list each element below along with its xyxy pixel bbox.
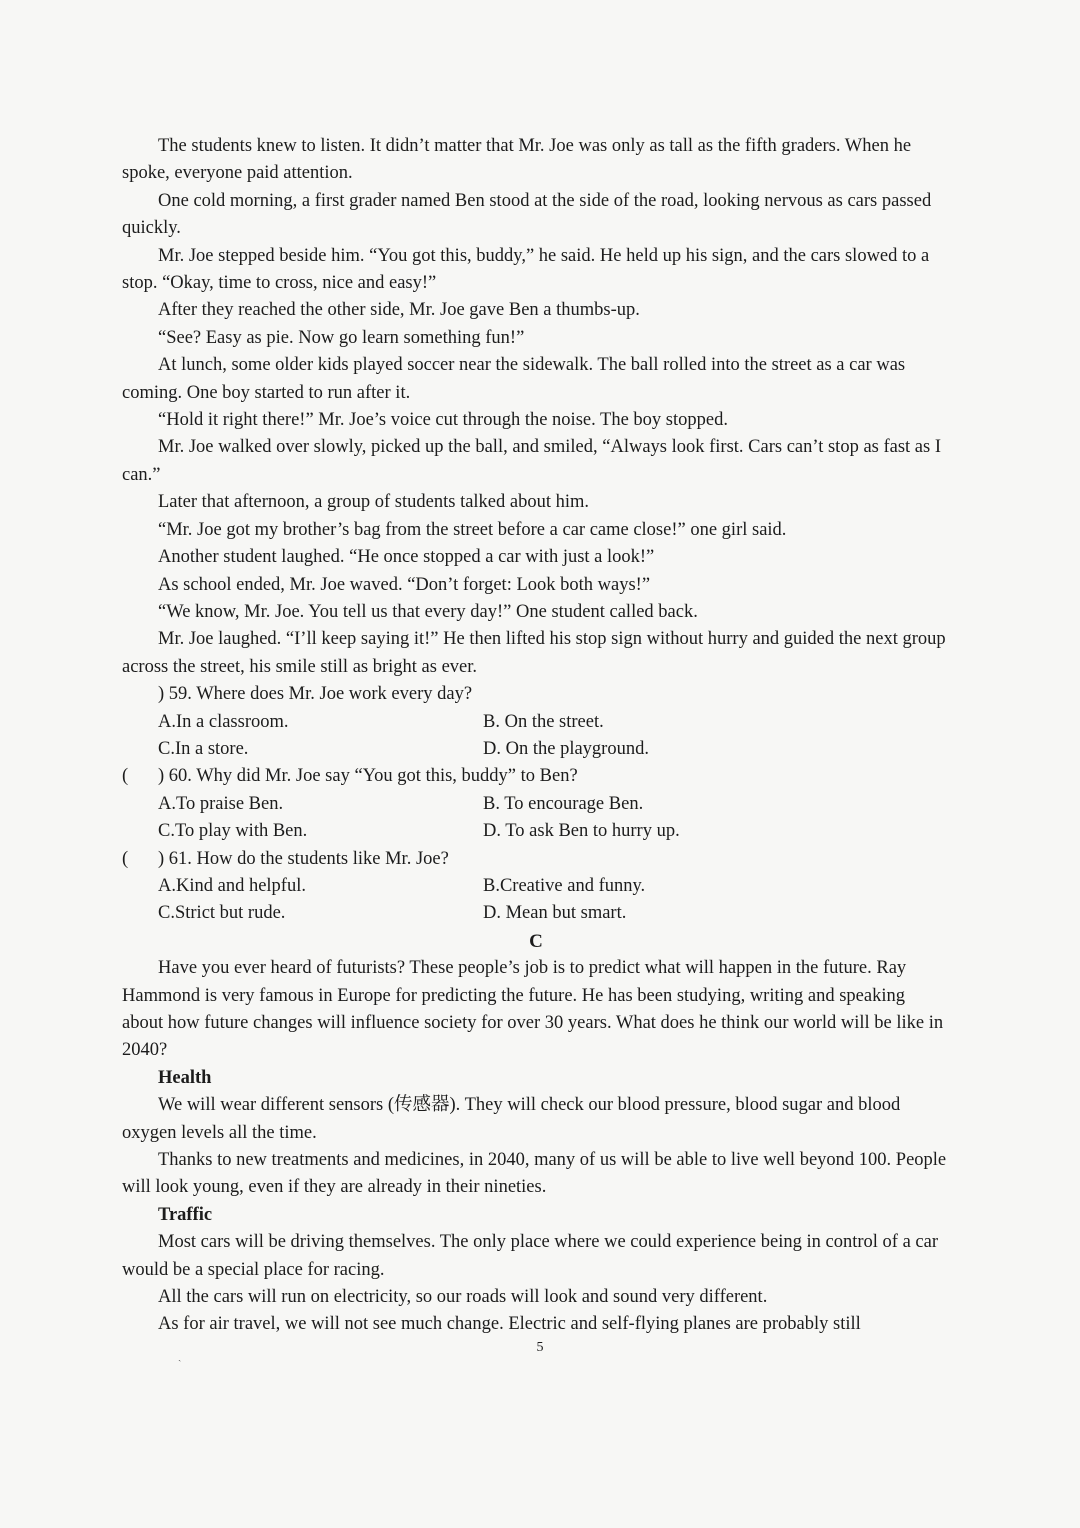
passage-b-paragraph: As school ended, Mr. Joe waved. “Don’t forget: Look both ways!”: [158, 574, 651, 595]
option-a: A.Kind and helpful.: [158, 875, 306, 896]
option-c: C.To play with Ben.: [158, 821, 308, 842]
option-c: C.Strict but rude.: [158, 903, 286, 924]
option-d: D. Mean but smart.: [483, 903, 627, 924]
option-row: [122, 736, 950, 763]
health-heading: Health: [158, 1067, 212, 1088]
passage-b-paragraph: “Hold it right there!” Mr. Joe’s voice cut through the noise. The boy stopped.: [158, 410, 728, 431]
option-row: [122, 818, 950, 845]
section-c-intro: Have you ever heard of futurists? These people’s job is to predict what will happen in the future. Ray Hammond is very famous in Europe for predicting the future. He has been studying, writing and speaking about how future changes will influence society for over 30 years. What does he think our world will be like in 2040?: [122, 958, 944, 1061]
passage-b-paragraph: The students knew to listen. It didn’t matter that Mr. Joe was only as tall as the fifth graders. When he spoke, everyone paid attention.: [122, 136, 912, 184]
question-61: [122, 846, 950, 928]
passage-b-paragraph: “Mr. Joe got my brother’s bag from the street before a car came close!” one girl said.: [158, 519, 787, 540]
page-number: 5: [536, 1340, 544, 1355]
answer-bracket: (: [122, 766, 129, 787]
option-b: B.Creative and funny.: [483, 875, 646, 896]
question-text: ) 61. How do the students like Mr. Joe?: [158, 848, 449, 869]
passage-b-paragraph: Mr. Joe walked over slowly, picked up the ball, and smiled, “Always look first. Cars can’t stop as fast as I can.”: [122, 437, 942, 485]
passage-b-paragraph: “We know, Mr. Joe. You tell us that every day!” One student called back.: [158, 601, 698, 622]
option-c: C.In a store.: [158, 738, 249, 759]
question-59: [122, 681, 950, 763]
passage-b-paragraph: Mr. Joe laughed. “I’ll keep saying it!” He then lifted his stop sign without hurry and guided the next group across the street, his smile still as bright as ever.: [122, 629, 946, 677]
option-row: [122, 791, 950, 818]
option-a: A.In a classroom.: [158, 711, 289, 732]
option-b: B. To encourage Ben.: [483, 793, 644, 814]
traffic-paragraph: As for air travel, we will not see much change. Electric and self-flying planes are probably still: [158, 1314, 861, 1335]
question-text: ) 60. Why did Mr. Joe say “You got this, buddy” to Ben?: [158, 766, 578, 787]
question-60: [122, 763, 950, 845]
passage-b-paragraph: Mr. Joe stepped beside him. “You got this, buddy,” he said. He held up his sign, and the cars slowed to a stop. “Okay, time to cross, nice and easy!”: [122, 245, 930, 294]
traffic-paragraph: All the cars will run on electricity, so our roads will look and sound very different.: [158, 1287, 768, 1308]
passage-b-paragraph: One cold morning, a first grader named Ben stood at the side of the road, looking nervous as cars passed quickly.: [122, 190, 932, 239]
section-c-label: C: [529, 930, 543, 952]
passage-b-paragraph: Later that afternoon, a group of students talked about him.: [158, 492, 590, 513]
option-row: [122, 709, 950, 736]
option-a: A.To praise Ben.: [158, 793, 284, 814]
answer-bracket: (: [122, 848, 129, 869]
traffic-heading: Traffic: [158, 1204, 213, 1225]
passage-b-paragraph: At lunch, some older kids played soccer near the sidewalk. The ball rolled into the street as a car was coming. One boy started to run after it.: [122, 355, 906, 403]
scan-speck: ˎ: [178, 1351, 182, 1362]
option-b: B. On the street.: [483, 711, 604, 732]
passage-b-paragraph: “See? Easy as pie. Now go learn something fun!”: [158, 327, 525, 348]
traffic-paragraph: Most cars will be driving themselves. The only place where we could experience being in control of a car would be a special place for racing.: [122, 1232, 938, 1280]
option-row: [122, 900, 950, 927]
option-d: D. On the playground.: [483, 738, 649, 759]
health-paragraph: We will wear different sensors (传感器). They will check our blood pressure, blood sugar and blood oxygen levels all the time.: [122, 1095, 901, 1143]
passage-b-paragraph: Another student laughed. “He once stopped a car with just a look!”: [158, 547, 655, 568]
page-content: [122, 133, 950, 1339]
passage-b-paragraph: After they reached the other side, Mr. Joe gave Ben a thumbs-up.: [158, 300, 640, 321]
question-text: ) 59. Where does Mr. Joe work every day?: [158, 684, 473, 705]
health-paragraph: Thanks to new treatments and medicines, in 2040, many of us will be able to live well beyond 100. People will look young, even if they are already in their nineties.: [122, 1150, 947, 1198]
option-d: D. To ask Ben to hurry up.: [483, 821, 680, 842]
option-row: [122, 873, 950, 900]
